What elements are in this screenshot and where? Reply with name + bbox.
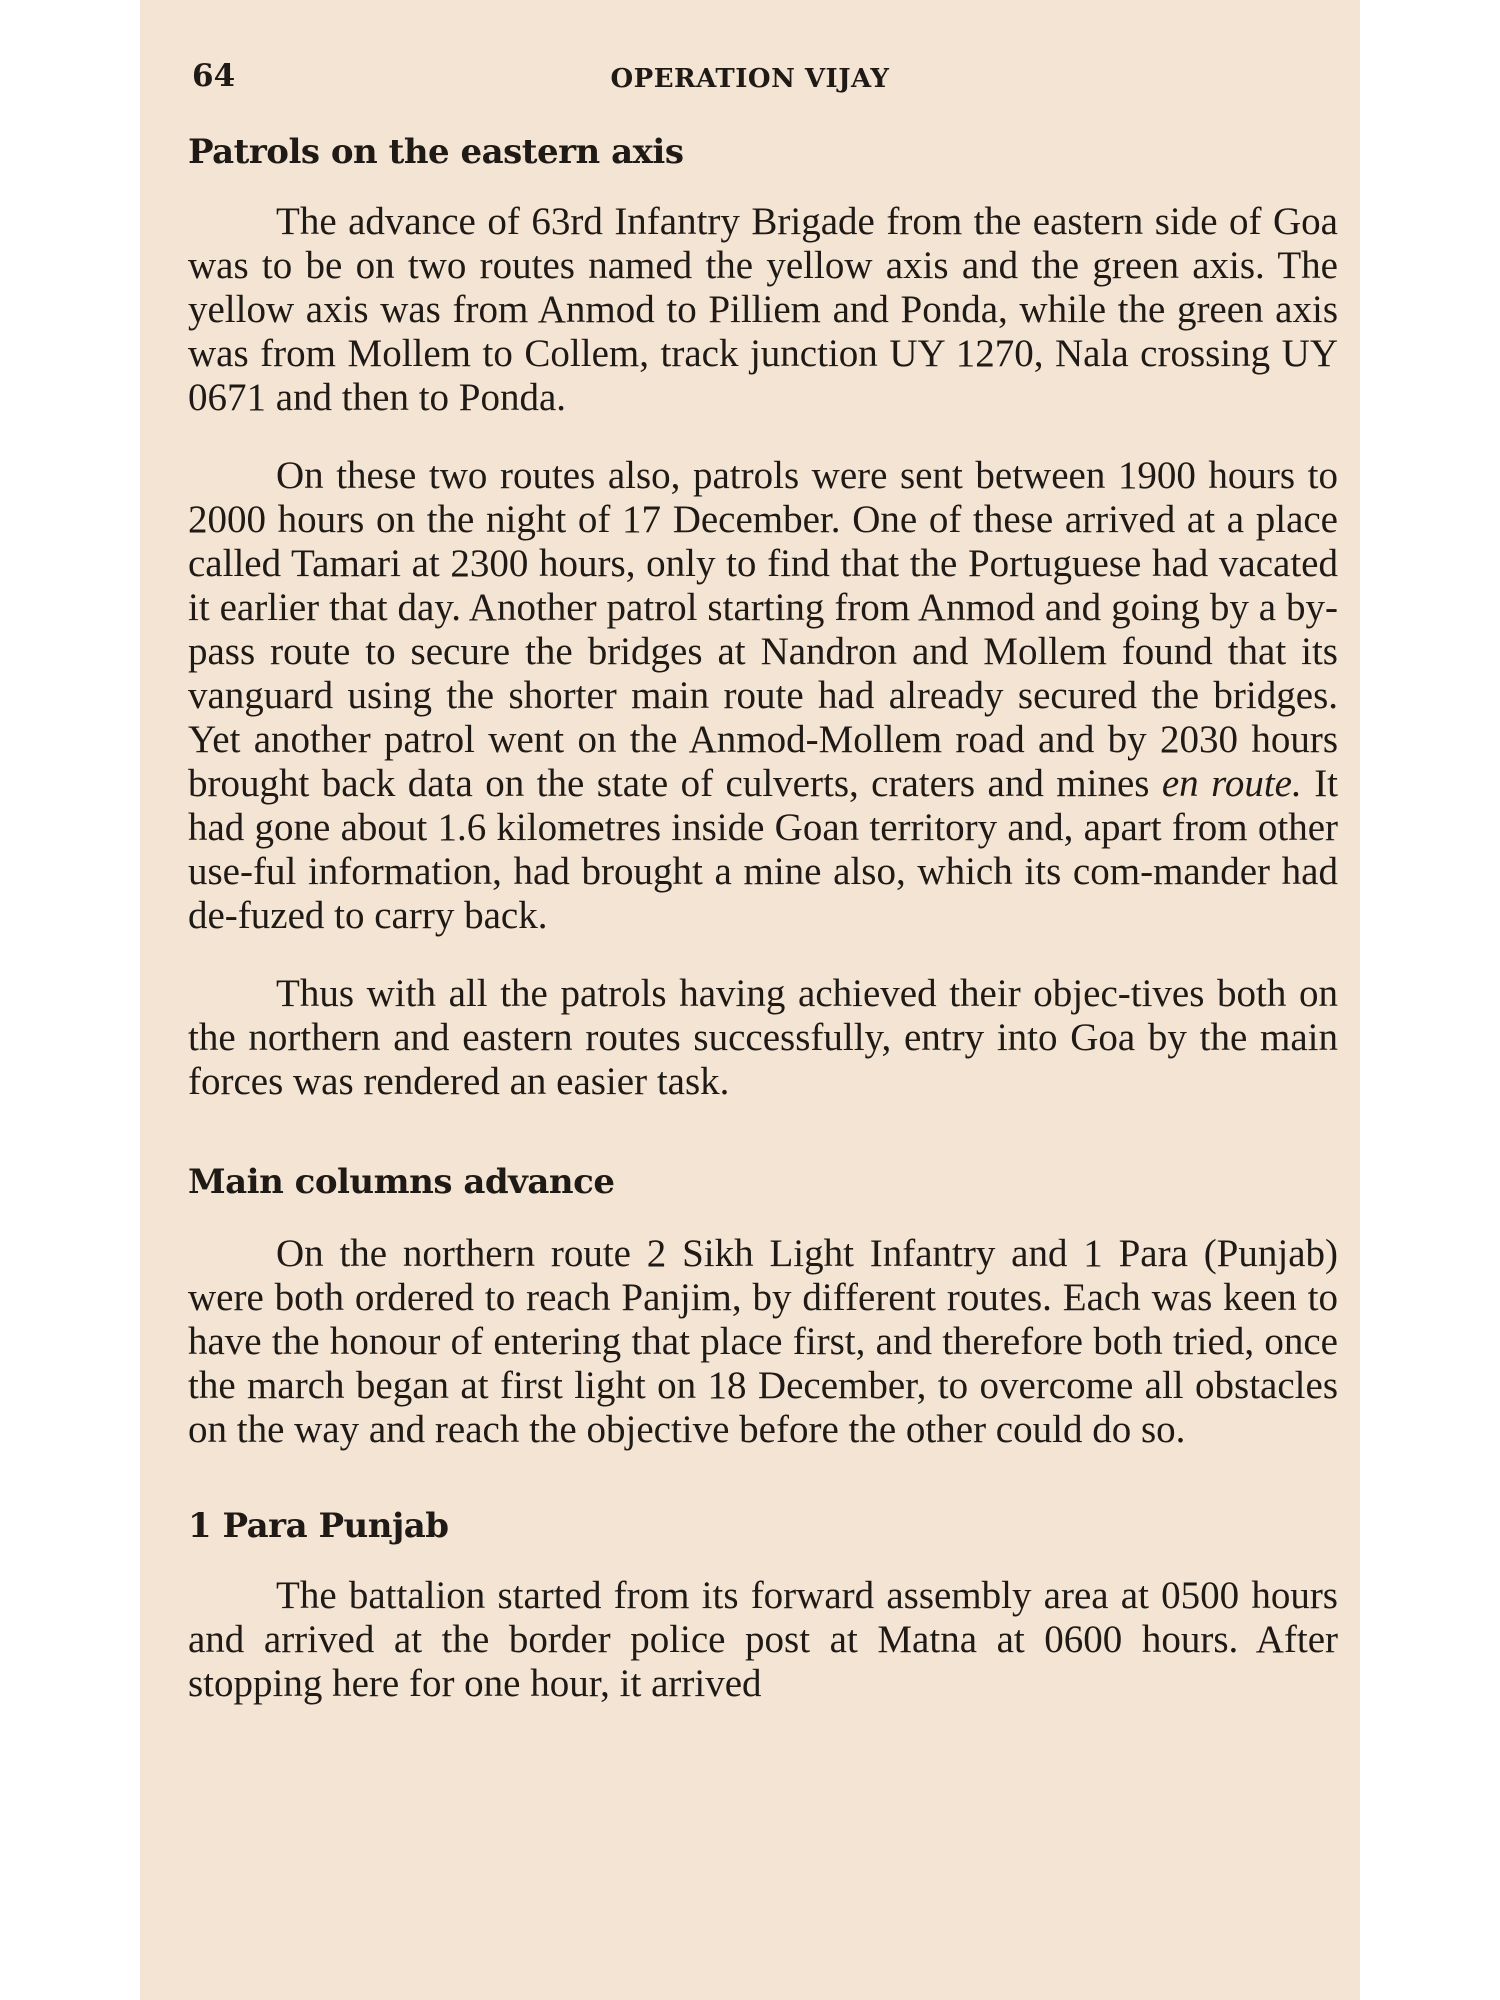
paragraph-patrols-text-end: It had gone about 1.6 kilometres inside Goan territory and, apart from other use-ful information, had brought a mine also, which its com-mander had de-fuzed to carry back. — [188, 762, 1339, 937]
running-header — [192, 58, 1308, 102]
section-heading-main-columns: Main columns advance — [188, 1162, 615, 1202]
page-number: 64 — [192, 58, 236, 94]
running-title: OPERATION VIJAY — [610, 64, 890, 94]
paragraph-routes: The advance of 63rd Infantry Brigade from the eastern side of Goa was to be on two routes named the yellow axis and the green axis. The yellow axis was from Anmod to Pilliem and Ponda, while the green axis was from Mollem to Collem, track junction UY 1270, Nala crossing UY 0671 and then to Ponda. — [188, 200, 1338, 419]
section-heading-para-punjab: 1 Para Punjab — [188, 1506, 449, 1546]
paragraph-objectives: Thus with all the patrols having achieved their objec-tives both on the northern and eastern routes successfully, entry into Goa by the main forces was rendered an easier task. — [188, 972, 1338, 1103]
paragraph-northern-route: On the northern route 2 Sikh Light Infantry and 1 Para (Punjab) were both ordered to reach Panjim, by different routes. Each was keen to have the honour of entering that place first, and therefore both tried, once the march began at first light on 18 December, to overcome all obstacles on the way and reach the objective before the other could do so. — [188, 1232, 1338, 1451]
paragraph-battalion: The battalion started from its forward assembly area at 0500 hours and arrived at the border police post at Matna at 0600 hours. After stopping here for one hour, it arrived — [188, 1574, 1338, 1705]
paragraph-patrols — [188, 454, 1338, 938]
page-body — [188, 126, 1338, 1706]
book-page — [140, 0, 1360, 2000]
italic-en-route: en route. — [1161, 762, 1302, 805]
paragraph-patrols-text: On these two routes also, patrols were sent between 1900 hours to 2000 hours on the night of 17 December. One of these arrived at a place called Tamari at 2300 hours, only to find that the Portuguese had vacated it earlier that day. Another patrol starting from Anmod and going by a by-pass route to secure the bridges at Nandron and Mollem found that its vanguard using the shorter main route had already secured the bridges. Yet another patrol went on the Anmod-Mollem road and by 2030 hours brought back data on the state of culverts, craters and mines — [188, 454, 1338, 805]
section-heading-patrols: Patrols on the eastern axis — [188, 132, 684, 172]
